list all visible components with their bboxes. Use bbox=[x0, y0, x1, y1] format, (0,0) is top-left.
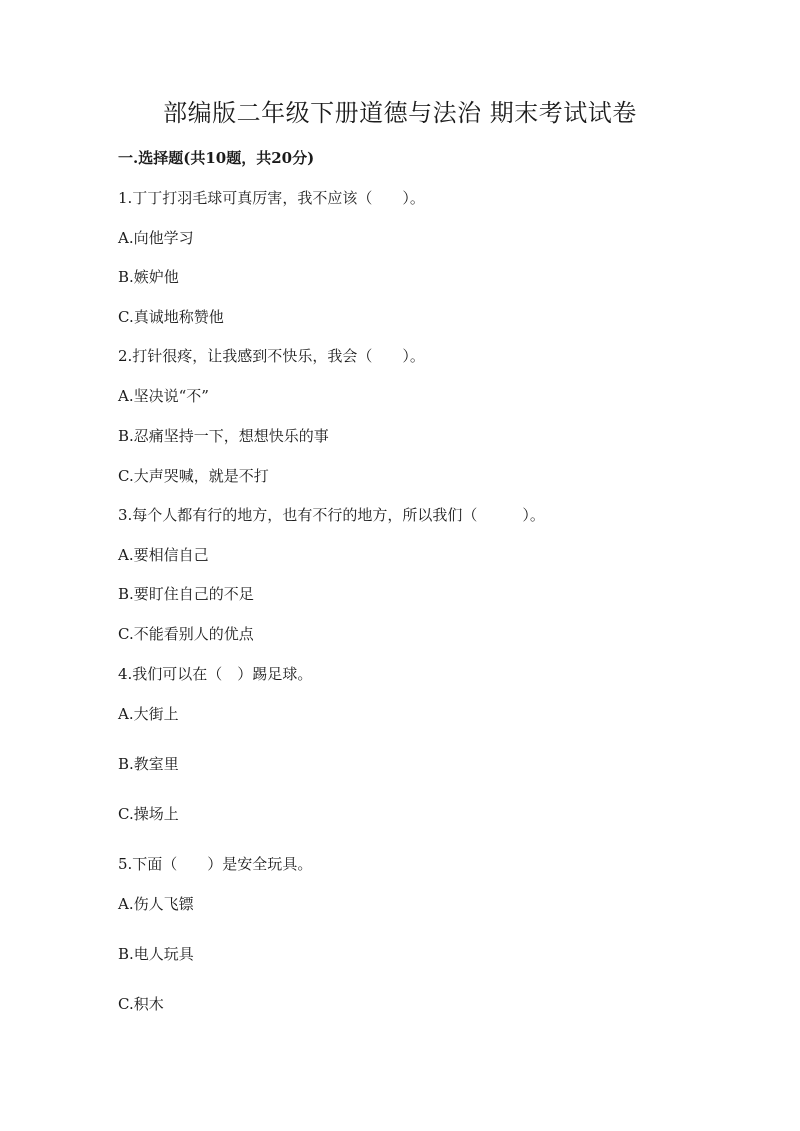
question-3-option-c: C.不能看别人的优点 bbox=[118, 625, 254, 643]
question-1-stem: 1.丁丁打羽毛球可真厉害，我不应该（ ）。 bbox=[118, 189, 425, 207]
question-2-option-c: C.大声哭喊，就是不打 bbox=[118, 467, 269, 485]
question-3-option-a: A.要相信自己 bbox=[118, 546, 209, 564]
question-1-option-c: C.真诚地称赞他 bbox=[118, 308, 224, 326]
question-3-option-b: B.要盯住自己的不足 bbox=[118, 585, 254, 603]
question-5-option-c: C.积木 bbox=[118, 995, 164, 1013]
page-title: 部编版二年级下册道德与法治 期末考试试卷 bbox=[163, 99, 637, 127]
question-5-option-a: A.伤人飞镖 bbox=[118, 895, 194, 913]
question-3-stem: 3.每个人都有行的地方，也有不行的地方，所以我们（ ）。 bbox=[118, 506, 545, 524]
question-1-option-b: B.嫉妒他 bbox=[118, 268, 179, 286]
question-2-stem: 2.打针很疼，让我感到不快乐，我会（ ）。 bbox=[118, 347, 425, 365]
question-4-option-c: C.操场上 bbox=[118, 805, 179, 823]
question-5-option-b: B.电人玩具 bbox=[118, 945, 194, 963]
question-2-option-a: A.坚决说“不” bbox=[118, 387, 209, 405]
section-heading: 一.选择题(共10题，共20分) bbox=[118, 149, 315, 167]
question-4-option-b: B.教室里 bbox=[118, 755, 179, 773]
question-1-option-a: A.向他学习 bbox=[118, 229, 194, 247]
question-5-stem: 5.下面（ ）是安全玩具。 bbox=[118, 855, 313, 873]
question-4-option-a: A.大街上 bbox=[118, 705, 179, 723]
question-4-stem: 4.我们可以在（ ）踢足球。 bbox=[118, 665, 313, 683]
question-2-option-b: B.忍痛坚持一下，想想快乐的事 bbox=[118, 427, 329, 445]
